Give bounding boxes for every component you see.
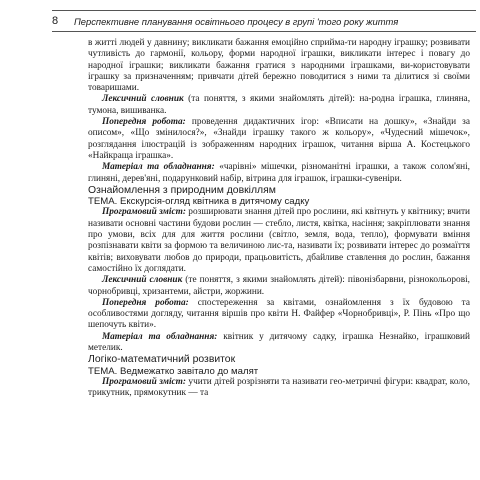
section-heading: Ознайомлення з природним довкіллям xyxy=(88,184,276,196)
paragraph-label: Попередня робота: xyxy=(102,297,189,308)
paragraph xyxy=(88,332,470,355)
paragraph-text: квітник у дитячому садку, іграшка Незнайко, іграшковий метелик. xyxy=(88,331,470,354)
paragraph-text: «чарівні» мішечки, різноманітні іграшки, а також солом'яні, глиняні, дерев'яні, подарунковий набір, вітрина для іграшок, іграшки-сувеніри. xyxy=(88,162,470,184)
paragraph-label: Матеріал та обладнання: xyxy=(102,162,215,173)
paragraph xyxy=(88,377,470,400)
paragraph-label: Програмовий зміст: xyxy=(102,376,186,387)
paragraph xyxy=(88,162,470,185)
paragraph xyxy=(88,298,470,332)
topic-heading: ТЕМА. Ведмежатко завітало до малят xyxy=(88,365,259,377)
page-number: 8 xyxy=(52,15,59,27)
paragraph xyxy=(88,275,470,298)
paragraph-text: спостереження за квітами, ознайомлення з їх будовою та особливостями догляду, читання віршів про квіти Н. Файфер «Чорнобривці», Р. Пінь «Про що шепочуть квіти». xyxy=(88,297,470,331)
paragraph-label: Матеріал та обладнання: xyxy=(102,331,218,342)
paragraph-text: (те поняття, з якими знайомлять дітей): півонізбарвни, різнокольорові, чорнобривці, хризантеми, айстри, жоржини. xyxy=(88,275,471,297)
paragraph-text: учити дітей розрізняти та називати гео-метричні фігури: квадрат, коло, трикутник, прямокутник — та xyxy=(88,376,470,399)
paragraph xyxy=(88,207,470,275)
paragraph-label: Лексичний словник xyxy=(102,94,184,105)
paragraph-label: Попередня робота: xyxy=(102,117,186,128)
section-heading: Логіко-математичний розвиток xyxy=(88,354,236,366)
paragraph-label: Програмовий зміст: xyxy=(102,207,186,218)
page-body xyxy=(88,38,470,400)
paragraph-text: розширювати знання дітей про рослини, які квітнуть у квітнику; вчити називати основні частини будови рослин — стебло, листя, квітка, насіння; закріплювати знання про умови, всіх для для життя рослини (світло, земля, вода, тепло), формувати вміння розпізнавати квіти за формою та величиною лис-та, називати їх; розвивати інтерес до розмаїття квітів; виховувати любов до природи, працьовитість, дбайливе ставлення до рослин, бажання самостійно їх доглядати. xyxy=(88,207,470,274)
paragraph-text: проведення дидактичних ігор: «Вписати на дошку», «Знайди за описом», «Що змінилося?», «Знайди іграшку такого ж кольору», «Чудесний мішечок», розглядання ілюстрацій із зображенням народних іграшок, читання вірша А. Костецького «Найкраща іграшка». xyxy=(88,117,470,161)
running-header xyxy=(52,10,476,32)
topic-heading: ТЕМА. Екскурсія-огляд квітника в дитячому садку xyxy=(88,196,310,208)
paragraph-continuation: в житті людей у давнину; викликати бажання емоційно сприйма-ти народну іграшку; розвивати чутливість до гармонії, кольору, форми народної іграшки, викликати інтерес і повагу до народної іграшки; викликати бажання гратися з народними іграшками, ви-користовувати іграшку за призначенням; привчати дітей бережно поводитися з ними та ділитися зі своїми товаришами. xyxy=(88,38,470,94)
paragraph-label: Лексичний словник xyxy=(102,275,183,286)
paragraph xyxy=(88,94,470,117)
paragraph xyxy=(88,117,470,162)
running-title: Перспективне планування освітнього процесу в групі 'того року життя xyxy=(74,16,399,27)
paragraph-text: (та поняття, з якими знайомлять дітей): на-родна іграшка, глиняна, тумона, вишиванка. xyxy=(88,94,471,116)
